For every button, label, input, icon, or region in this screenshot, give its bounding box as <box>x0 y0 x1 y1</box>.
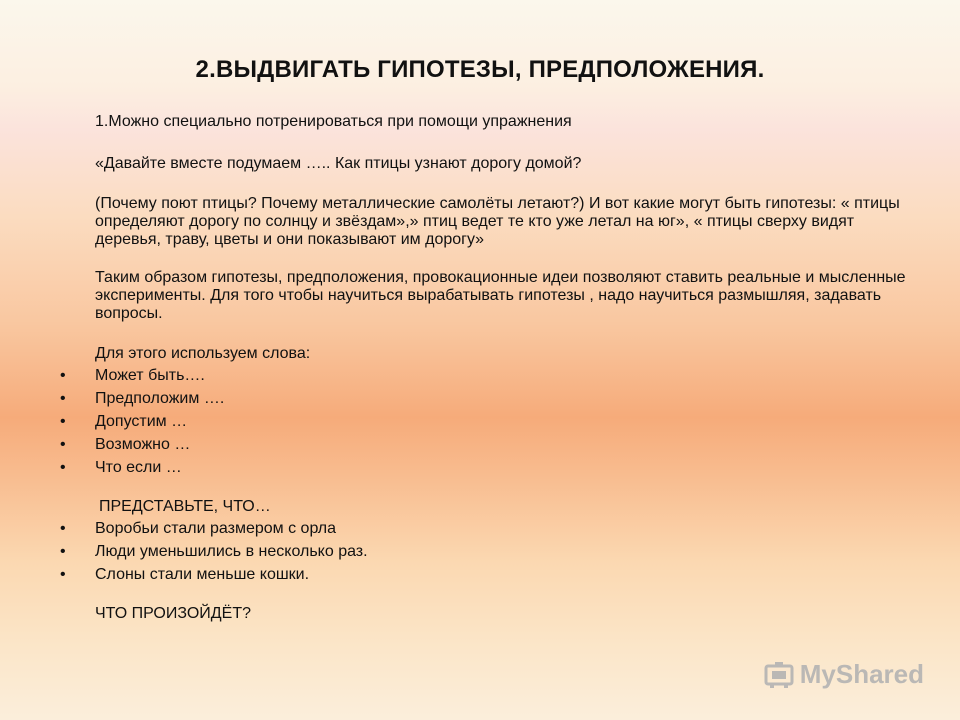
bullet-icon: • <box>60 543 66 560</box>
closing-question: ЧТО ПРОИЗОЙДЁТ? <box>95 605 251 622</box>
list-item <box>60 390 915 413</box>
list-item <box>60 436 915 459</box>
watermark <box>764 659 924 690</box>
bullet-icon: • <box>60 367 66 384</box>
myshared-logo-icon <box>764 660 794 690</box>
bullet-icon: • <box>60 413 66 430</box>
paragraph-conclusion: Таким образом гипотезы, предположения, провокационные идеи позволяют ставить реальные и мысленные эксперименты. Для того чтобы научиться вырабатывать гипотезы , надо научиться размышляя, задавать вопросы. <box>95 269 906 322</box>
paragraph-hypotheses: (Почему поют птицы? Почему металлические самолёты летают?) И вот какие могут быть гипотезы: « птицы определяют дорогу по солнцу и звёздам»,» птиц ведет те кто уже летал на юг», « птицы сверху видят деревья, траву, цветы и они показывают им дорогу» <box>95 195 900 248</box>
bullet-icon: • <box>60 436 66 453</box>
paragraph-question: «Давайте вместе подумаем ….. Как птицы узнают дорогу домой? <box>95 155 582 172</box>
list-item-text: Допустим … <box>95 413 188 430</box>
list-item <box>60 367 915 390</box>
bullet-icon: • <box>60 566 66 583</box>
list-item <box>60 459 915 482</box>
list-item <box>60 520 915 543</box>
slide-title: 2.ВЫДВИГАТЬ ГИПОТЕЗЫ, ПРЕДПОЛОЖЕНИЯ. <box>195 56 765 83</box>
slide-content <box>60 113 915 623</box>
list-item-text: Предположим …. <box>95 390 225 407</box>
bullet-icon: • <box>60 390 66 407</box>
words-list <box>60 367 915 482</box>
list-item-text: Воробьи стали размером с орла <box>95 520 337 537</box>
imagine-list <box>60 520 915 589</box>
bullet-icon: • <box>60 520 66 537</box>
imagine-heading: ПРЕДСТАВЬТЕ, ЧТО… <box>99 498 271 515</box>
list-item-text: Слоны стали меньше кошки. <box>95 566 310 583</box>
watermark-text: MyShared <box>799 659 924 689</box>
list-item <box>60 566 915 589</box>
list-item-text: Что если … <box>95 459 182 476</box>
paragraph-words-intro: Для этого используем слова: <box>95 345 311 362</box>
list-item-text: Может быть…. <box>95 367 205 384</box>
list-item <box>60 543 915 566</box>
list-item-text: Люди уменьшились в несколько раз. <box>95 543 368 560</box>
paragraph-exercise: 1.Можно специально потренироваться при помощи упражнения <box>95 113 572 130</box>
list-item <box>60 413 915 436</box>
bullet-icon: • <box>60 459 66 476</box>
list-item-text: Возможно … <box>95 436 191 453</box>
